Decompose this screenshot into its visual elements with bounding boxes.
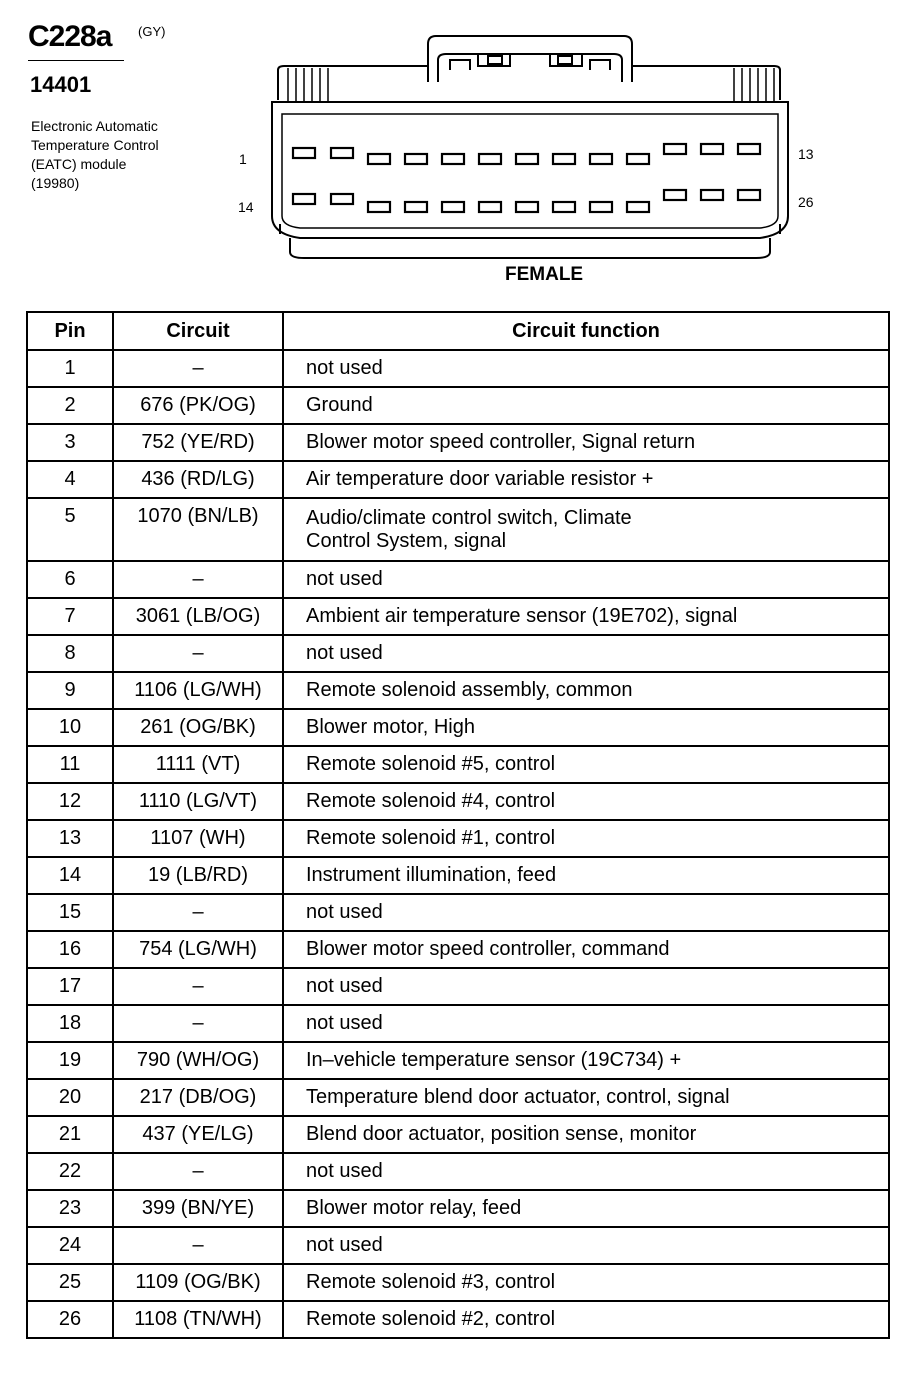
function-cell: not used [283,635,889,672]
function-cell: not used [283,561,889,598]
pin-cell: 11 [27,746,113,783]
function-cell: Ground [283,387,889,424]
function-cell: not used [283,968,889,1005]
table-row [27,1042,889,1079]
function-cell: Instrument illumination, feed [283,857,889,894]
circuit-cell: 1107 (WH) [113,820,283,857]
table-row [27,461,889,498]
pin-cell: 1 [27,350,113,387]
function-cell [283,498,889,561]
table-row [27,820,889,857]
circuit-cell: – [113,350,283,387]
circuit-cell: 399 (BN/YE) [113,1190,283,1227]
function-cell: not used [283,1153,889,1190]
pin-cell: 9 [27,672,113,709]
table-row [27,857,889,894]
table-row [27,561,889,598]
function-cell: Remote solenoid #4, control [283,783,889,820]
table-header-row [27,312,889,350]
header-circuit: Circuit [113,312,283,350]
color-code: (GY) [138,24,166,39]
circuit-cell: – [113,968,283,1005]
description-line: (EATC) module [31,156,127,172]
function-cell: not used [283,894,889,931]
table-row [27,598,889,635]
pin-cell: 18 [27,1005,113,1042]
function-cell: In–vehicle temperature sensor (19C734) + [283,1042,889,1079]
circuit-cell: – [113,561,283,598]
pin-cell: 15 [27,894,113,931]
table-row [27,1227,889,1264]
function-cell: not used [283,350,889,387]
table-row [27,1005,889,1042]
circuit-cell: – [113,1227,283,1264]
pin-cell: 17 [27,968,113,1005]
pin-cell: 24 [27,1227,113,1264]
table-row [27,672,889,709]
function-cell: Air temperature door variable resistor + [283,461,889,498]
table-row [27,1264,889,1301]
pin-cell: 22 [27,1153,113,1190]
pin-cell: 4 [27,461,113,498]
connector-face-diagram [260,30,800,266]
pin-cell: 13 [27,820,113,857]
function-cell: Remote solenoid assembly, common [283,672,889,709]
circuit-cell: 436 (RD/LG) [113,461,283,498]
pin-cell: 12 [27,783,113,820]
circuit-cell: 437 (YE/LG) [113,1116,283,1153]
pin-cell: 3 [27,424,113,461]
description-line: (19980) [31,175,80,191]
circuit-cell: 790 (WH/OG) [113,1042,283,1079]
description-line: Electronic Automatic [31,118,158,134]
pin-cell: 23 [27,1190,113,1227]
table-row [27,1301,889,1338]
pin-cell: 6 [27,561,113,598]
part-number: 14401 [30,72,92,97]
table-row [27,746,889,783]
function-cell: Temperature blend door actuator, control, signal [283,1079,889,1116]
pin-cell: 8 [27,635,113,672]
circuit-cell: 217 (DB/OG) [113,1079,283,1116]
pinout-table [26,311,890,1339]
table-row [27,1116,889,1153]
circuit-cell: 1070 (BN/LB) [113,498,283,561]
circuit-cell: – [113,1005,283,1042]
description-line: Temperature Control [31,137,159,153]
function-cell: Remote solenoid #5, control [283,746,889,783]
table-row [27,783,889,820]
circuit-cell: 754 (LG/WH) [113,931,283,968]
table-row [27,894,889,931]
pin-label-bottom-left: 14 [238,199,254,215]
circuit-cell: 1106 (LG/WH) [113,672,283,709]
function-line: Audio/climate control switch, Climate [306,506,632,529]
function-cell: Remote solenoid #1, control [283,820,889,857]
circuit-cell: 1109 (OG/BK) [113,1264,283,1301]
circuit-cell: 19 (LB/RD) [113,857,283,894]
function-line: Control System, signal [306,529,507,552]
function-cell: Ambient air temperature sensor (19E702), signal [283,598,889,635]
title-underline [28,60,124,61]
table-row [27,387,889,424]
pin-cell: 10 [27,709,113,746]
function-cell: Blower motor speed controller, command [283,931,889,968]
pin-cell: 20 [27,1079,113,1116]
pin-cell: 26 [27,1301,113,1338]
table-row [27,424,889,461]
table-row [27,1153,889,1190]
table-row [27,1079,889,1116]
module-description [31,117,159,193]
pin-cell: 5 [27,498,113,561]
table-row [27,931,889,968]
circuit-cell: 1108 (TN/WH) [113,1301,283,1338]
circuit-cell: 1111 (VT) [113,746,283,783]
pin-label-top-right: 13 [798,146,814,162]
function-cell: not used [283,1227,889,1264]
circuit-cell: 1110 (LG/VT) [113,783,283,820]
pin-cell: 25 [27,1264,113,1301]
pin-cell: 2 [27,387,113,424]
function-cell: Blower motor relay, feed [283,1190,889,1227]
function-cell: not used [283,1005,889,1042]
pin-cell: 19 [27,1042,113,1079]
circuit-cell: – [113,1153,283,1190]
pin-cell: 7 [27,598,113,635]
connector-id-title: C228a [28,20,112,53]
function-cell: Remote solenoid #3, control [283,1264,889,1301]
table-row [27,350,889,387]
function-cell: Blower motor speed controller, Signal return [283,424,889,461]
table-row [27,635,889,672]
circuit-cell: – [113,894,283,931]
circuit-cell: 261 (OG/BK) [113,709,283,746]
table-row [27,1190,889,1227]
circuit-cell: 3061 (LB/OG) [113,598,283,635]
table-row [27,498,889,561]
circuit-cell: 676 (PK/OG) [113,387,283,424]
function-cell: Blend door actuator, position sense, monitor [283,1116,889,1153]
table-row [27,968,889,1005]
pin-label-bottom-right: 26 [798,194,814,210]
header-circuit-function: Circuit function [283,312,889,350]
circuit-cell: – [113,635,283,672]
pin-cell: 21 [27,1116,113,1153]
table-row [27,709,889,746]
pin-cell: 14 [27,857,113,894]
function-cell: Remote solenoid #2, control [283,1301,889,1338]
pin-cell: 16 [27,931,113,968]
pin-label-top-left: 1 [239,151,247,167]
function-cell: Blower motor, High [283,709,889,746]
circuit-cell: 752 (YE/RD) [113,424,283,461]
header-pin: Pin [27,312,113,350]
connector-gender-label: FEMALE [505,264,584,285]
